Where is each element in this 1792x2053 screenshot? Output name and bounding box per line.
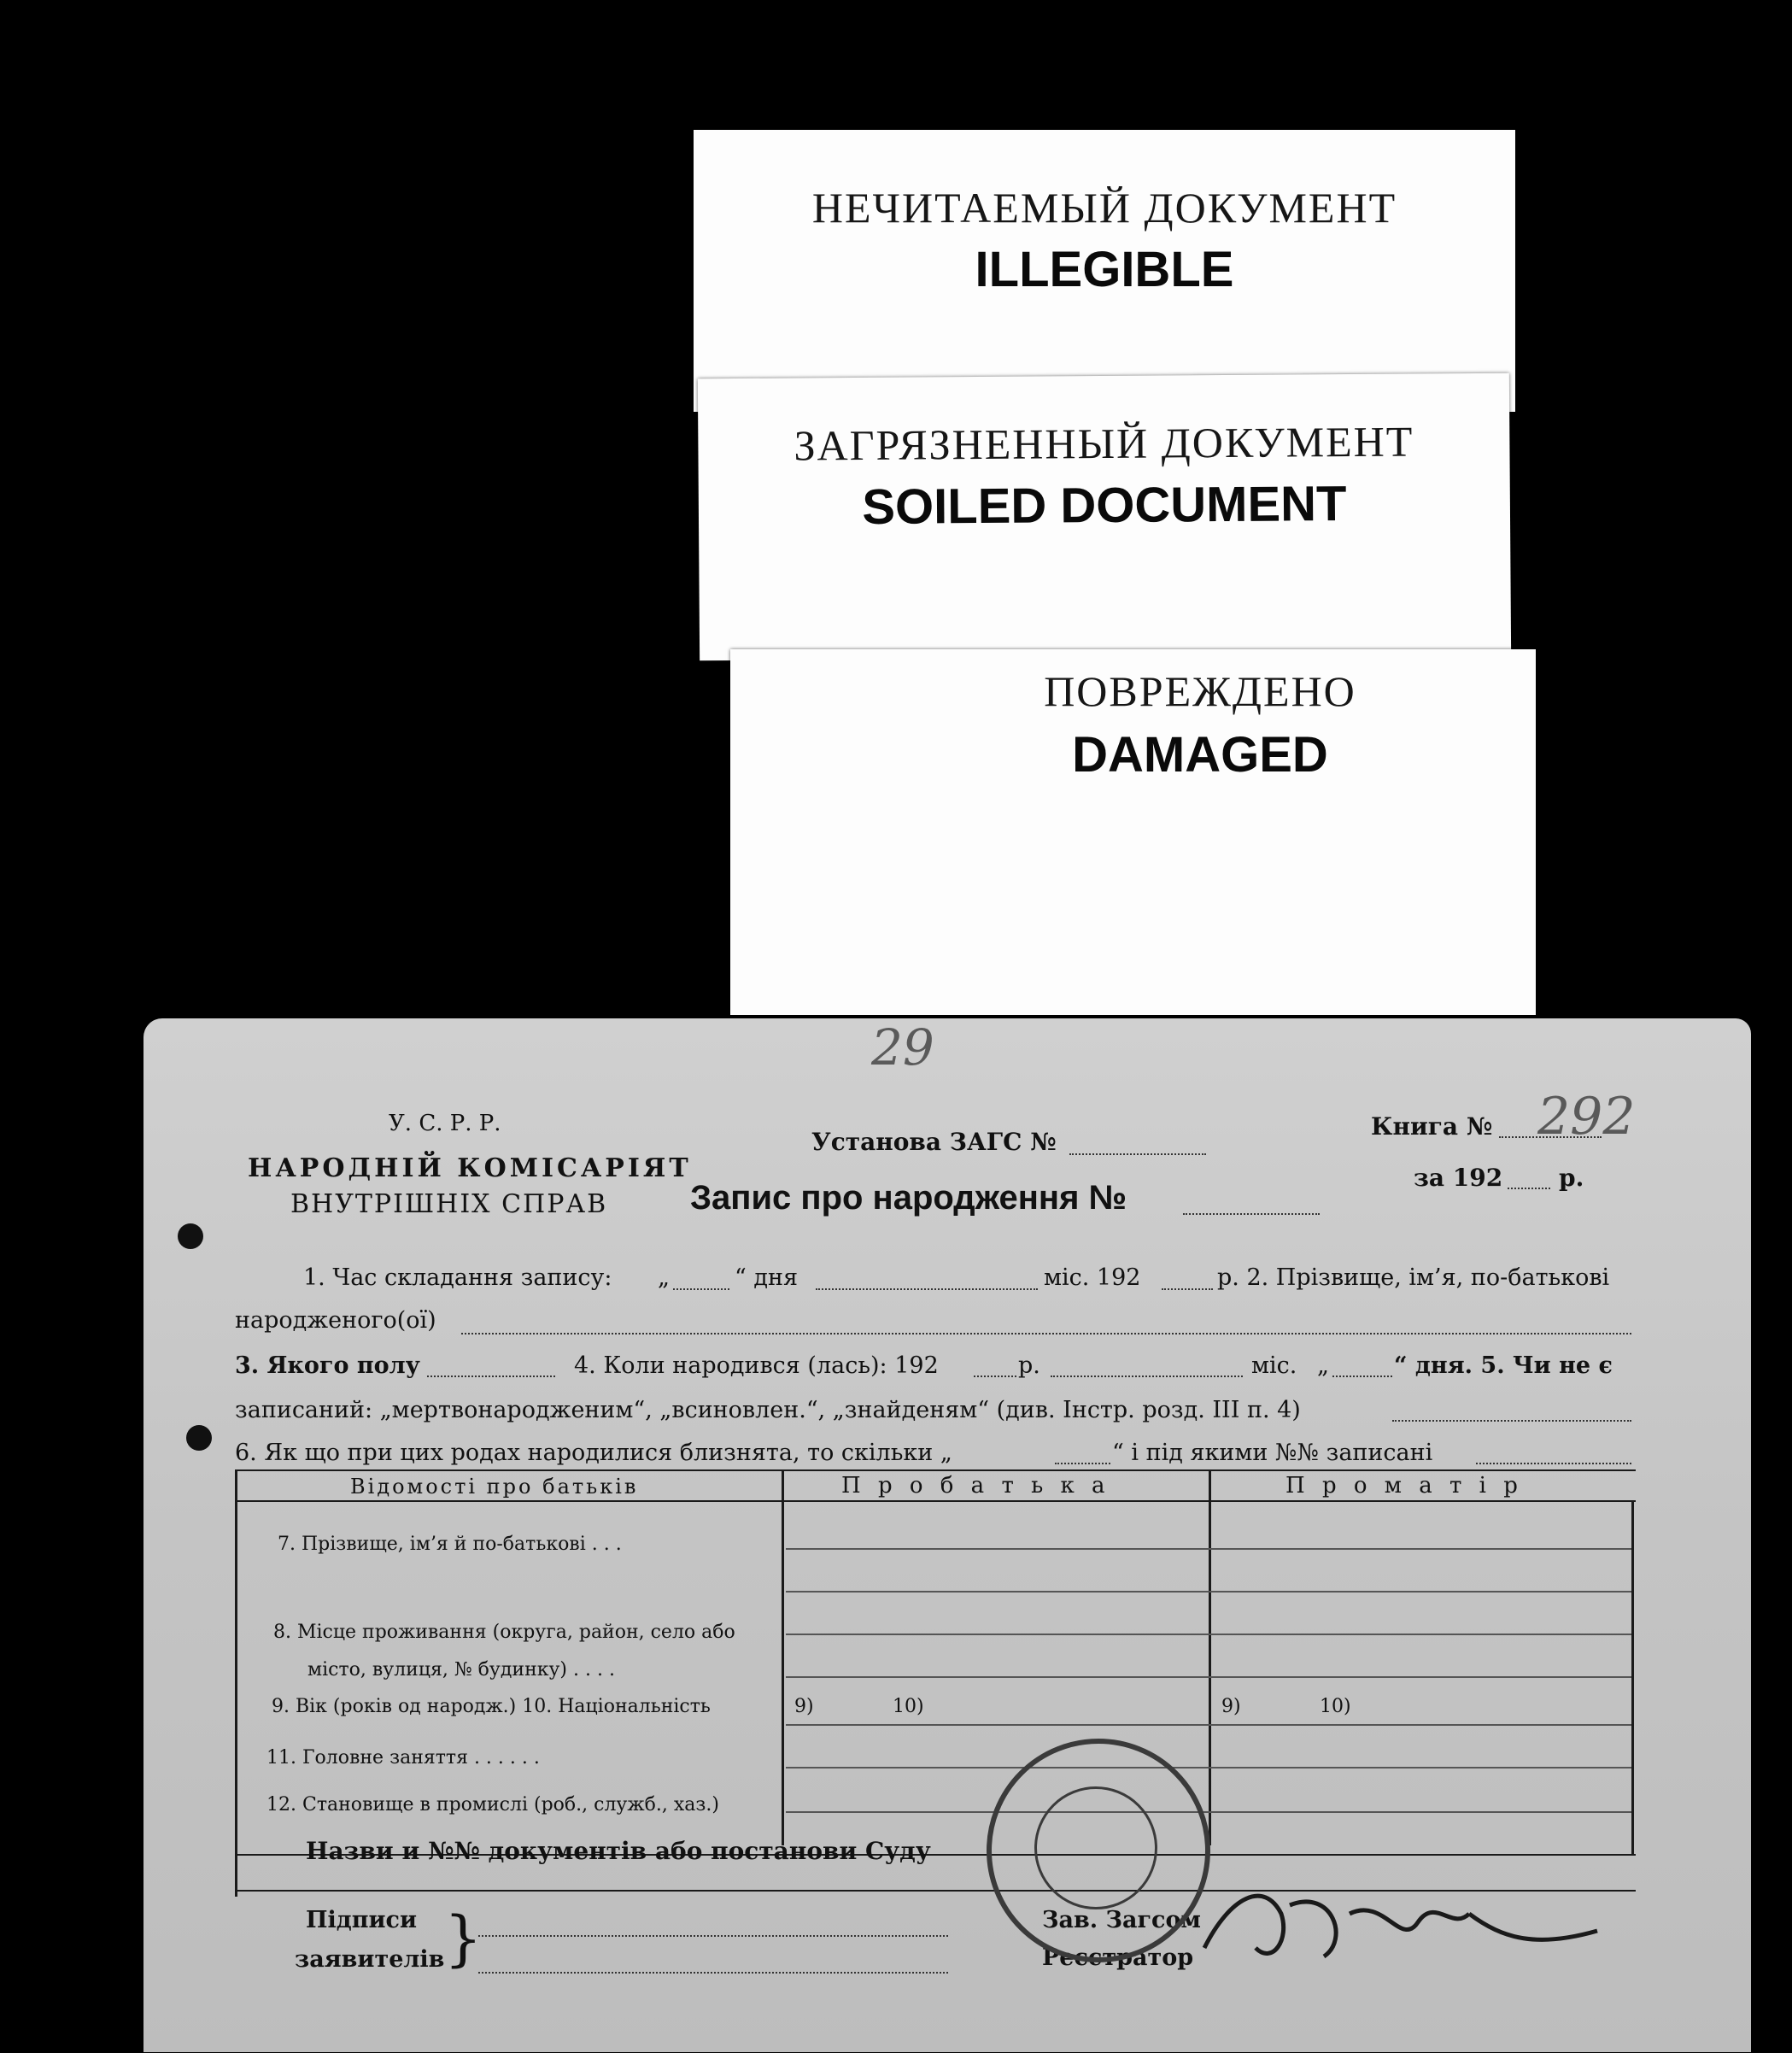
line3-b: 4. Коли народився (лась): 192 [574,1352,939,1379]
line1-b: „ [658,1264,670,1291]
table-header-border [235,1500,1636,1502]
table-top-border [235,1469,1636,1471]
row9-label: 9. Вік (років од народж.) 10. Національність [272,1696,711,1717]
book-label: Книга № [1371,1112,1493,1141]
birth-year-field[interactable] [974,1376,1016,1377]
record-number-field[interactable] [1183,1213,1320,1215]
illegible-card [694,130,1515,412]
book-number: 292 [1537,1087,1636,1147]
row11-line [786,1767,1631,1769]
soiled-card [698,373,1511,661]
year-label: за 192 [1414,1164,1503,1192]
line3-a: 3. Якого полу [235,1352,420,1379]
table-left-border [235,1469,237,1897]
zags-field[interactable] [1069,1153,1206,1155]
handwritten-signature [1196,1862,1606,1982]
zags-label: Установа ЗАГС № [811,1128,1057,1156]
signature-field[interactable] [478,1972,948,1974]
signatures-label-2: заявителів [295,1946,445,1973]
birth-month-field[interactable] [1051,1376,1243,1377]
col-header-father: П р о б а т ь к а [841,1473,1110,1499]
registrar-label: Реєстратор [1042,1944,1194,1971]
illegible-en-label: ILLEGIBLE [975,242,1234,297]
internal-affairs-label: ВНУТРІШНІХ СПРАВ [290,1189,608,1219]
page-number: 29 [871,1018,934,1076]
soiled-en-label: SOILED DOCUMENT [862,476,1347,535]
child-name-field[interactable] [461,1333,1631,1334]
line3-e: „ [1317,1352,1329,1379]
head-label: Зав. Загсом [1042,1907,1201,1933]
damaged-ru-label: ПОВРЕЖДЕНО [1044,667,1356,715]
line1-e: р. 2. Прізвище, ім’я, по-батькові [1217,1264,1610,1291]
row7-line [786,1548,1631,1550]
form-title: Запис про народження № [690,1179,1127,1217]
year-suffix: р. [1559,1164,1584,1192]
commissariat-label: НАРОДНІЙ КОМІСАРІЯТ [248,1153,692,1183]
twins-count-field[interactable] [1055,1463,1110,1464]
row12-label: 12. Становище в промислі (роб., служб., хаз.) [266,1794,719,1815]
damaged-card [730,649,1536,1015]
seal-inner-ring [1034,1786,1157,1909]
day-field[interactable] [673,1288,729,1290]
signatures-label-1: Підписи [306,1907,418,1933]
col-header-mother: П р о м а т і р [1285,1473,1523,1499]
sex-field[interactable] [427,1376,555,1377]
table-col-divider [782,1469,784,1845]
line3-f: “ дня. 5. Чи не є [1394,1352,1613,1379]
twins-numbers-field[interactable] [1476,1463,1631,1464]
docs-label: Назви и №№ документів або постанови Суду [306,1837,931,1865]
mother-nationality-prefix: 10) [1320,1696,1351,1717]
signatures-brace: } [444,1903,483,1974]
damaged-en-label: DAMAGED [1072,727,1328,783]
row8-label-b: місто, вулиця, № будинку) . . . . [307,1659,615,1681]
table-right-border [1631,1500,1634,1855]
row8-line [786,1634,1631,1635]
line1-a: 1. Час складання запису: [303,1264,612,1291]
father-age-prefix: 9) [794,1696,814,1717]
table-col-divider [1209,1469,1211,1845]
line4-label: записаний: „мертвонародженим“, „всиновлен.“, „знайденям“ (див. Інстр. розд. III п. 4) [235,1397,1301,1423]
line3-d: міс. [1251,1352,1297,1379]
row8-line [786,1676,1631,1678]
year-field[interactable] [1508,1188,1550,1189]
line3-c: р. [1018,1352,1040,1379]
line1-d: міс. 192 [1044,1264,1141,1291]
line2-label: народженого(ої) [235,1307,436,1334]
row7-line [786,1591,1631,1593]
row12-line [786,1811,1631,1813]
stillborn-field[interactable] [1392,1420,1631,1422]
line5-b: “ і під якими №№ записані [1112,1440,1433,1466]
illegible-ru-label: НЕЧИТАЕМЫЙ ДОКУМЕНТ [811,184,1397,232]
row7-label: 7. Прізвище, ім’я й по-батькові . . . [278,1534,622,1555]
line5-a: 6. Як що при цих родах народилися близнята, то скільки „ [235,1440,952,1466]
signature-field[interactable] [478,1935,948,1937]
row11-label: 11. Головне заняття . . . . . . [266,1747,540,1769]
mother-age-prefix: 9) [1221,1696,1241,1717]
birth-day-field[interactable] [1332,1376,1392,1377]
row8-label-a: 8. Місце проживання (округа, район, село або [273,1622,735,1643]
ussr-label: У. С. Р. Р. [389,1111,501,1136]
year1-field[interactable] [1162,1288,1213,1290]
line1-c: “ дня [735,1264,799,1291]
soiled-ru-label: ЗАГРЯЗНЕННЫЙ ДОКУМЕНТ [794,417,1414,470]
month-field[interactable] [816,1288,1038,1290]
punch-hole [178,1223,203,1249]
punch-hole [186,1425,212,1451]
father-nationality-prefix: 10) [893,1696,924,1717]
official-seal [987,1739,1210,1962]
row9-line [786,1724,1631,1726]
col-header-parents: Відомості про батьків [350,1475,639,1499]
